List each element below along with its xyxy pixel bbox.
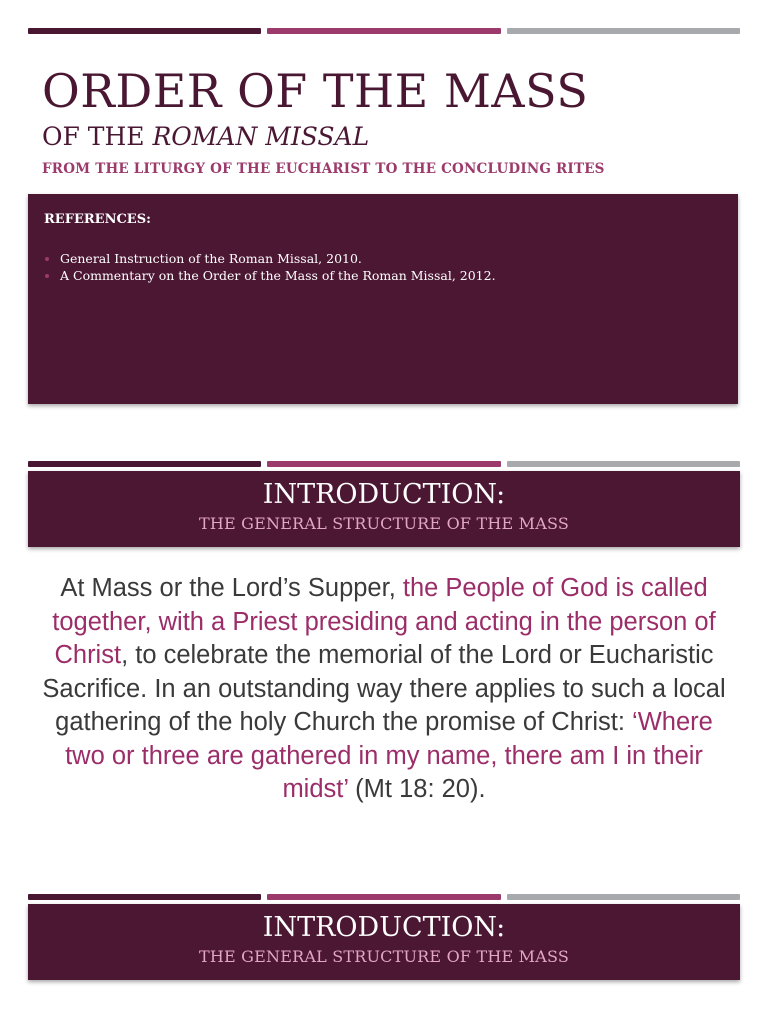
header-title: INTRODUCTION: [262,912,506,943]
stripe-gray [507,894,740,900]
slide-subtitle [42,122,369,152]
introduction-slide [0,455,768,875]
top-stripes [28,894,740,900]
header-subtitle: THE GENERAL STRUCTURE OF THE MASS [198,514,570,534]
introduction-slide-continued [0,890,768,1024]
body-highlight: ‘Where two or three are gathered in my name, there am I in their midst’ [65,708,713,803]
top-stripes [28,28,740,34]
stripe-gray [507,28,740,34]
title-slide [0,0,768,420]
references-box [28,194,738,404]
subtitle-italic: ROMAN MISSAL [152,122,370,151]
body-highlight: the People of God is called together, with a Priest presiding and acting in the person of Christ [52,574,716,669]
stripe-dark [28,461,261,467]
slide-header [28,904,740,980]
top-stripes [28,461,740,467]
reference-item: A Commentary on the Order of the Mass of the Roman Missal, 2012. [44,267,496,284]
stripe-dark [28,894,261,900]
stripe-accent [267,461,500,467]
slide-tagline: FROM THE LITURGY OF THE EUCHARIST TO THE CONCLUDING RITES [42,161,605,177]
body-text-part: , to celebrate the memorial of the Lord or Eucharistic Sacrifice. In an outstanding way there applies to such a local gathering of the holy Church the promise of Christ: [42,641,726,736]
reference-item: General Instruction of the Roman Missal, 2010. [44,250,496,267]
header-title: INTRODUCTION: [262,479,506,510]
body-paragraph [40,572,728,807]
references-heading: REFERENCES: [44,212,151,227]
stripe-accent [267,894,500,900]
body-text-part: At Mass or the Lord’s Supper, [60,574,403,602]
stripe-dark [28,28,261,34]
stripe-accent [267,28,500,34]
header-subtitle: THE GENERAL STRUCTURE OF THE MASS [198,947,570,967]
slide-title: ORDER OF THE MASS [42,64,589,118]
slide-header [28,471,740,547]
references-list [44,250,496,284]
subtitle-prefix: OF THE [42,122,153,151]
body-text-part: (Mt 18: 20). [348,775,486,803]
stripe-gray [507,461,740,467]
